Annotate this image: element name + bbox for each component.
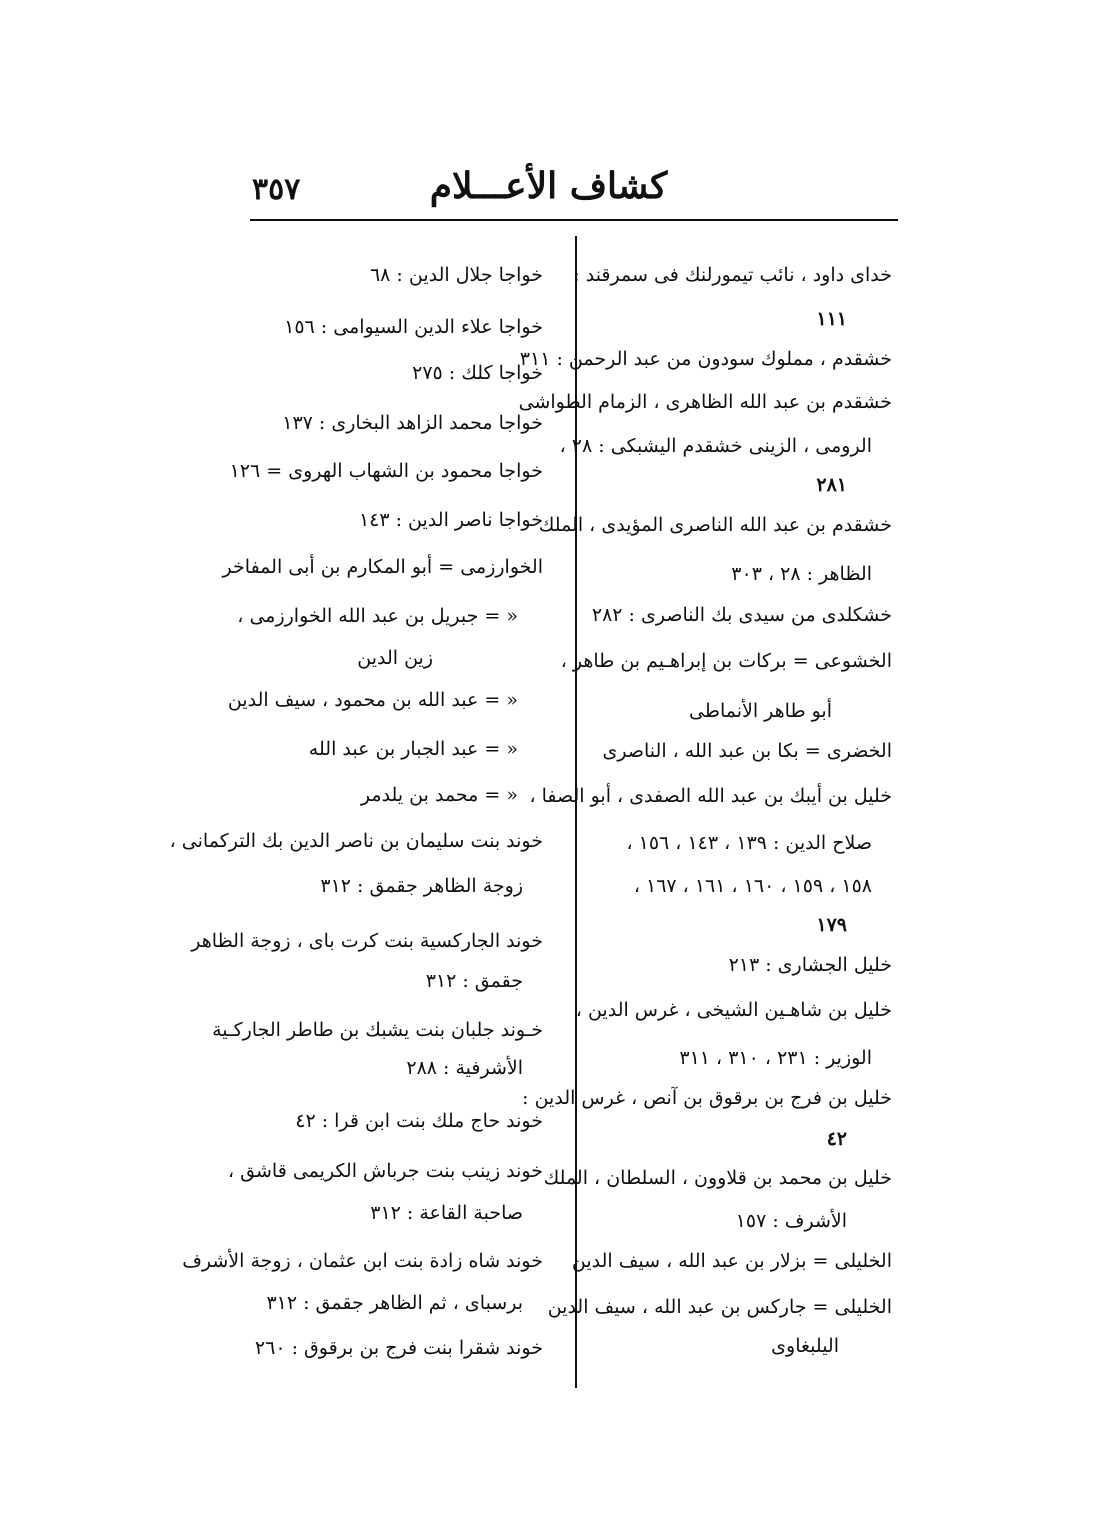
index-line: الأشرفية : ٢٨٨ xyxy=(406,1057,523,1079)
index-line: الرومى ، الزينى خشقدم اليشبكى : ٢٨ ، xyxy=(559,435,872,457)
index-line: الخليلى = بزلار بن عبد الله ، سيف الدين xyxy=(571,1250,892,1272)
index-line: أبو طاهر الأنماطى xyxy=(688,700,832,722)
index-line: خوند الجاركسية بنت كرت باى ، زوجة الظاهر xyxy=(191,930,543,952)
index-line: خشقدم ، مملوك سودون من عبد الرحمن : ٣١١ xyxy=(519,348,892,370)
index-line: زوجة الظاهر جقمق : ٣١٢ xyxy=(320,875,523,897)
index-line: خشقدم بن عبد الله الناصرى المؤيدى ، الملك xyxy=(538,514,892,536)
index-line: خوند حاج ملك بنت ابن قرا : ٤٢ xyxy=(295,1110,543,1132)
page-title: كشاف الأعـــلام xyxy=(429,165,668,207)
index-line: خشقدم بن عبد الله الظاهرى ، الزمام الطواشى xyxy=(518,391,892,413)
index-line: خوند بنت سليمان بن ناصر الدين بك التركمانى ، xyxy=(169,830,543,852)
index-line: خليل بن فرج بن برقوق بن آنص ، غرس الدين : xyxy=(522,1087,892,1109)
index-line: خوند شقرا بنت فرج بن برقوق : ٢٦٠ xyxy=(254,1337,543,1359)
index-line: خواجا ناصر الدين : ١٤٣ xyxy=(358,509,543,531)
index-line: ١٧٩ xyxy=(816,914,847,936)
index-line: « = محمد بن يلدمر xyxy=(360,784,518,806)
index-line: ٢٨١ xyxy=(816,474,847,496)
title-divider xyxy=(250,219,898,221)
index-line: اليلبغاوى xyxy=(771,1335,839,1357)
index-line: زين الدين xyxy=(357,647,433,669)
index-line: خواجا جلال الدين : ٦٨ xyxy=(369,264,543,286)
index-line: الخوارزمى = أبو المكارم بن أبى المفاخر xyxy=(222,556,543,578)
index-line: الخليلى = جاركس بن عبد الله ، سيف الدين xyxy=(547,1296,892,1318)
index-line: خليل بن أيبك بن عبد الله الصفدى ، أبو الصفا ، xyxy=(529,785,892,807)
index-line: ١١١ xyxy=(816,308,847,330)
index-line: « = عبد الله بن محمود ، سيف الدين xyxy=(227,689,518,711)
index-line: « = عبد الجبار بن عبد الله xyxy=(308,738,518,760)
index-line: ١٥٨ ، ١٥٩ ، ١٦٠ ، ١٦١ ، ١٦٧ ، xyxy=(633,875,872,897)
index-line: برسباى ، ثم الظاهر جقمق : ٣١٢ xyxy=(266,1292,523,1314)
index-line: الخضرى = بكا بن عبد الله ، الناصرى xyxy=(602,740,892,762)
index-line: الوزير : ٢٣١ ، ٣١٠ ، ٣١١ xyxy=(679,1047,872,1069)
index-line: صاحبة القاعة : ٣١٢ xyxy=(370,1202,523,1224)
index-line: خـوند جلبان بنت يشبك بن طاطر الجاركـية xyxy=(212,1019,543,1041)
column-divider xyxy=(575,236,577,1388)
page-number: ٣٥٧ xyxy=(252,172,301,207)
index-line: خليل بن محمد بن قلاوون ، السلطان ، الملك xyxy=(543,1167,892,1189)
index-line: « = جبريل بن عبد الله الخوارزمى ، xyxy=(237,605,518,627)
index-line: خداى داود ، نائب تيمورلنك فى سمرقند : xyxy=(573,264,892,286)
index-line: خليل الجشارى : ٢١٣ xyxy=(728,954,892,976)
index-line: الأشرف : ١٥٧ xyxy=(735,1210,847,1232)
index-line: خوند زينب بنت جرباش الكريمى قاشق ، xyxy=(227,1160,543,1182)
index-line: الخشوعى = بركات بن إبراهـيم بن طاهر ، xyxy=(560,650,892,672)
index-line: خشكلدى من سيدى بك الناصرى : ٢٨٢ xyxy=(591,604,892,626)
index-line: خواجا محمد الزاهد البخارى : ١٣٧ xyxy=(282,412,543,434)
index-line: صلاح الدين : ١٣٩ ، ١٤٣ ، ١٥٦ ، xyxy=(626,832,872,854)
index-line: خواجا علاء الدين السيوامى : ١٥٦ xyxy=(284,316,543,338)
index-line: الظاهر : ٢٨ ، ٣٠٣ xyxy=(731,563,872,585)
index-line: جقمق : ٣١٢ xyxy=(425,970,523,992)
index-line: خوند شاه زادة بنت ابن عثمان ، زوجة الأشرف xyxy=(182,1250,543,1272)
index-line: خواجا كلك : ٢٧٥ xyxy=(412,362,543,384)
index-line: خواجا محمود بن الشهاب الهروى = ١٢٦ xyxy=(229,460,543,482)
index-line: خليل بن شاهـين الشيخى ، غرس الدين ، xyxy=(575,999,892,1021)
index-line: ٤٢ xyxy=(826,1128,847,1150)
